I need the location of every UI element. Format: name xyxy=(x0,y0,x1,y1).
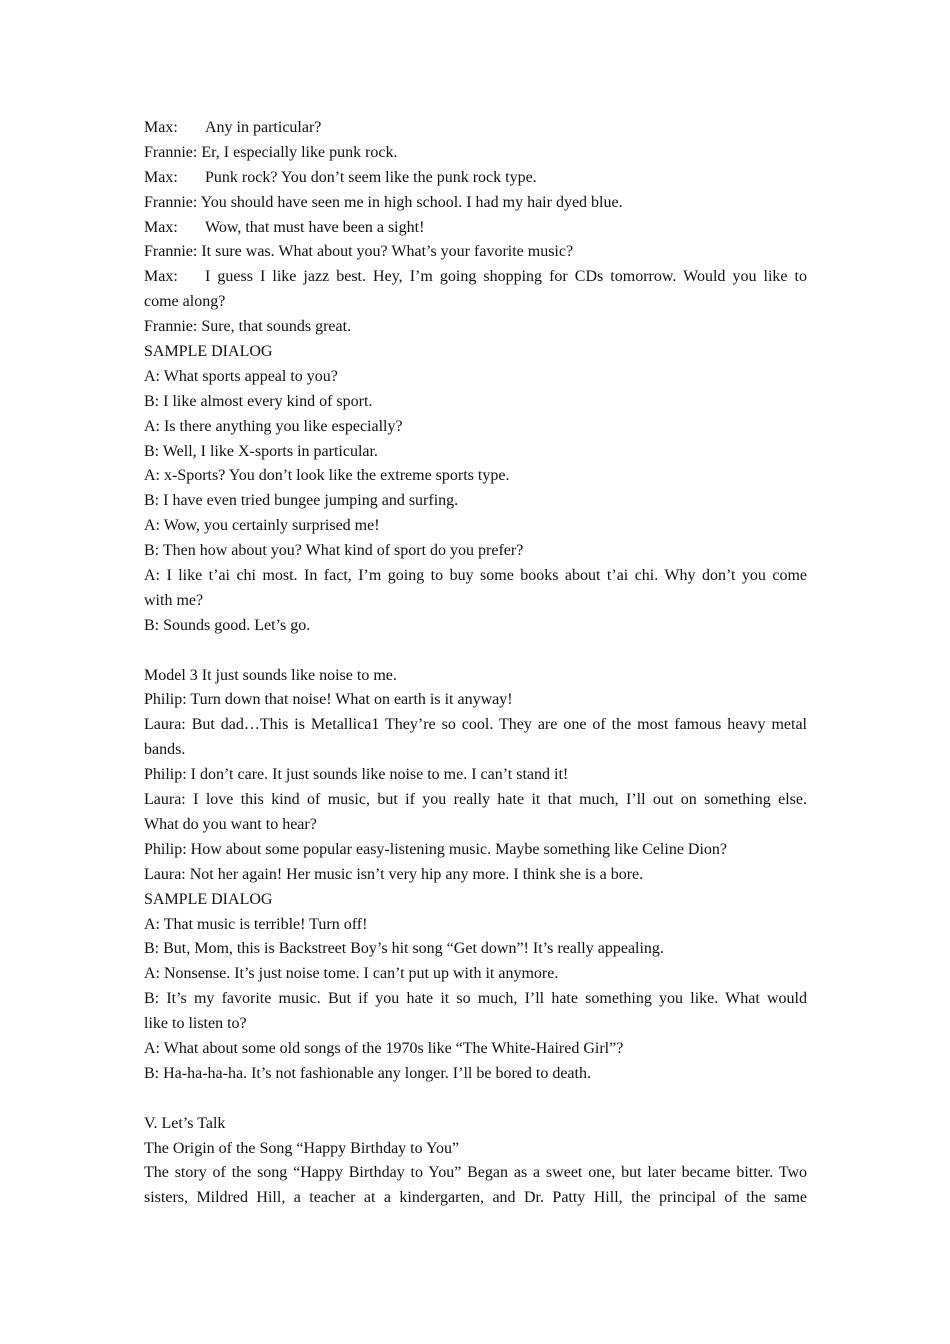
dialog-line: B: Sounds good. Let’s go. xyxy=(144,616,311,634)
section-heading: SAMPLE DIALOG xyxy=(144,343,273,361)
model-3-block xyxy=(144,664,807,888)
model-title: Model 3 It just sounds like noise to me. xyxy=(144,666,397,684)
dialog-line xyxy=(144,141,807,166)
speaker-label: Frannie: xyxy=(144,243,198,261)
sample-dialog-block xyxy=(144,888,807,1087)
paragraph-line: The story of the song “Happy Birthday to You” Began as a sweet one, but later became bitter. Two xyxy=(144,1164,807,1182)
dialog-line: B: I like almost every kind of sport. xyxy=(144,392,373,410)
dialog-text: You should have seen me in high school. I had my hair dyed blue. xyxy=(200,193,623,211)
speaker-label: Max: xyxy=(144,268,178,286)
dialog-text: Wow, that must have been a sight! xyxy=(205,218,425,236)
speaker-label: Max: xyxy=(144,168,178,186)
section-subheading: The Origin of the Song “Happy Birthday to You” xyxy=(144,1139,460,1157)
paragraph-spacer xyxy=(144,1087,807,1112)
dialog-text: come along? xyxy=(144,293,226,311)
document-page xyxy=(144,116,807,1211)
lets-talk-section xyxy=(144,1112,807,1212)
dialog-line: B: It’s my favorite music. But if you hate it so much, I’ll hate something you like. What would xyxy=(144,990,807,1008)
speaker-label: Frannie: xyxy=(144,143,198,161)
dialog-line xyxy=(144,216,807,241)
dialog-line xyxy=(144,166,807,191)
dialog-line-continued: with me? xyxy=(144,591,204,609)
dialog-line: A: x-Sports? You don’t look like the extreme sports type. xyxy=(144,467,510,485)
dialog-line-continued: bands. xyxy=(144,741,186,759)
speaker-label: Max: xyxy=(144,218,178,236)
dialog-text: It sure was. What about you? What’s your favorite music? xyxy=(201,243,574,261)
section-heading: V. Let’s Talk xyxy=(144,1114,226,1132)
dialog-line: B: Then how about you? What kind of sport do you prefer? xyxy=(144,542,524,560)
dialog-line xyxy=(144,240,807,265)
dialog-line xyxy=(144,191,807,216)
dialog-line xyxy=(144,265,807,290)
dialog-line: Laura: Not her again! Her music isn’t very hip any more. I think she is a bore. xyxy=(144,865,644,883)
dialog-line xyxy=(144,116,807,141)
dialog-line: Philip: Turn down that noise! What on earth is it anyway! xyxy=(144,691,513,709)
dialog-line: Philip: How about some popular easy-listening music. Maybe something like Celine Dion? xyxy=(144,840,728,858)
section-heading: SAMPLE DIALOG xyxy=(144,890,273,908)
dialog-line-continued: What do you want to hear? xyxy=(144,815,317,833)
dialog-line: A: Wow, you certainly surprised me! xyxy=(144,517,380,535)
dialog-line: Philip: I don’t care. It just sounds like noise to me. I can’t stand it! xyxy=(144,766,569,784)
paragraph-spacer xyxy=(144,639,807,664)
dialog-line: B: Well, I like X-sports in particular. xyxy=(144,442,378,460)
dialog-line: A: Nonsense. It’s just noise tome. I can’t put up with it anymore. xyxy=(144,965,559,983)
paragraph-line: sisters, Mildred Hill, a teacher at a kindergarten, and Dr. Patty Hill, the principal of the same xyxy=(144,1189,807,1207)
dialog-line: A: That music is terrible! Turn off! xyxy=(144,915,368,933)
dialog-block xyxy=(144,116,807,340)
speaker-label: Frannie: xyxy=(144,318,198,336)
dialog-line: B: Ha-ha-ha-ha. It’s not fashionable any longer. I’ll be bored to death. xyxy=(144,1064,591,1082)
dialog-line-continued: like to listen to? xyxy=(144,1015,247,1033)
dialog-line: A: What sports appeal to you? xyxy=(144,367,338,385)
speaker-label: Max: xyxy=(144,119,178,136)
dialog-line: B: I have even tried bungee jumping and surfing. xyxy=(144,492,459,510)
sample-dialog-block xyxy=(144,340,807,639)
dialog-line: Laura: I love this kind of music, but if you really hate it that much, I’ll out on something else. xyxy=(144,791,807,809)
dialog-line-continued xyxy=(144,290,807,315)
dialog-line: A: Is there anything you like especially? xyxy=(144,417,403,435)
dialog-line: Laura: But dad…This is Metallica1 They’re so cool. They are one of the most famous heavy metal xyxy=(144,716,807,734)
dialog-text: Any in particular? xyxy=(205,119,322,136)
dialog-line xyxy=(144,315,807,340)
dialog-text: Punk rock? You don’t seem like the punk rock type. xyxy=(205,168,537,186)
speaker-label: Frannie: xyxy=(144,193,198,211)
dialog-line: B: But, Mom, this is Backstreet Boy’s hit song “Get down”! It’s really appealing. xyxy=(144,940,664,958)
dialog-line: A: I like t’ai chi most. In fact, I’m going to buy some books about t’ai chi. Why don’t you come xyxy=(144,567,807,585)
dialog-line: A: What about some old songs of the 1970s like “The White-Haired Girl”? xyxy=(144,1039,624,1057)
dialog-text: I guess I like jazz best. Hey, I’m going shopping for CDs tomorrow. Would you like to xyxy=(205,268,807,286)
dialog-text: Er, I especially like punk rock. xyxy=(201,143,398,161)
dialog-text: Sure, that sounds great. xyxy=(201,318,352,336)
